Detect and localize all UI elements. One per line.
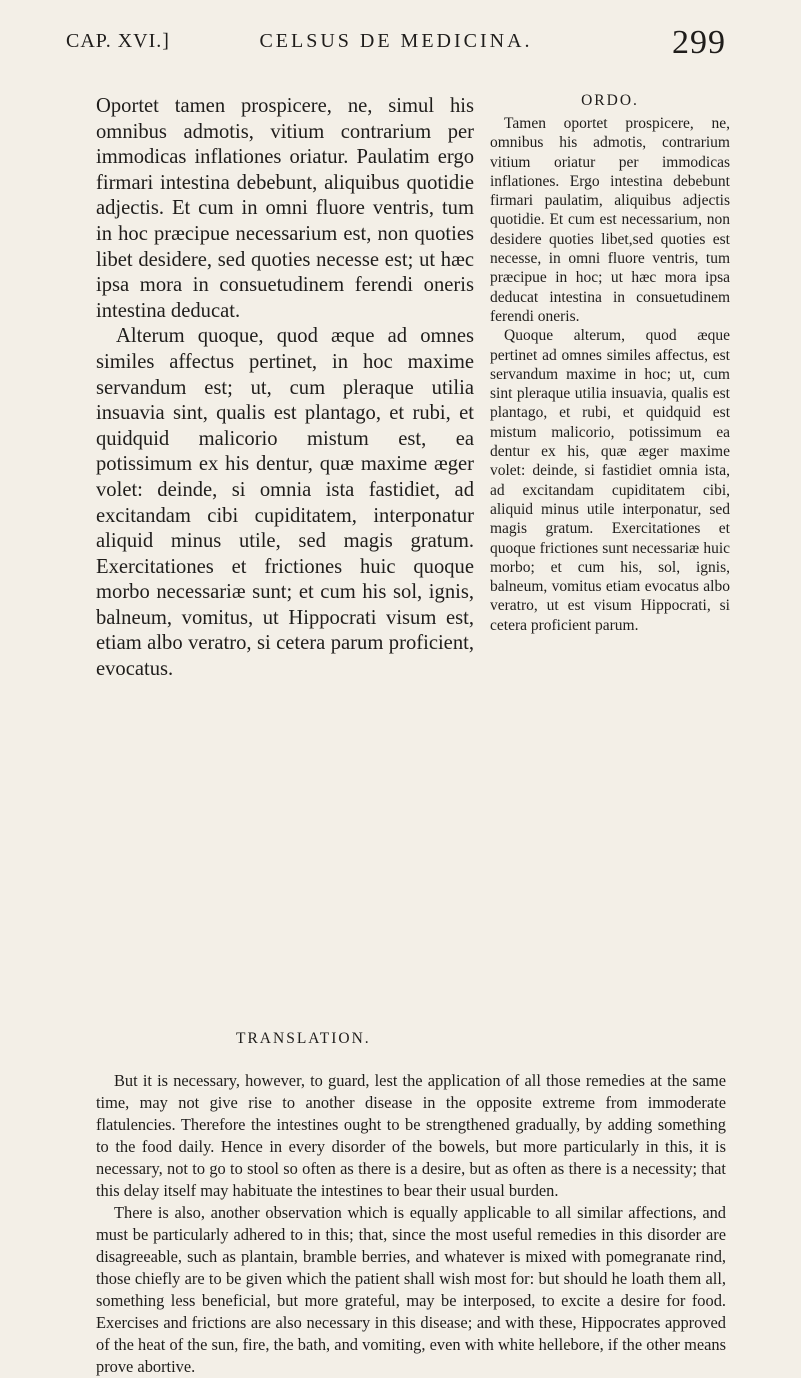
running-header <box>66 26 726 66</box>
latin-paragraph: Alterum quoque, quod æque ad omnes similes affectus pertinet, in hoc maxime servandum est; ut, cum pleraque utilia insuavia sint, qualis est plantago, et rubi, et quidquid malicorio mistum est, ea potissimum ex his dentur, quæ maxime æger volet: deinde, si omnia ista fastidiet, ad excitandam cibi cupiditatem, interponatur aliquid minus utile, sed magis gratum. Exercitationes et frictiones huic quoque morbo necessariæ sunt; et cum his sol, ignis, balneum, vomitus, ut Hippocrati visum est, etiam albo veratro, si cetera parum proficient, evocatus. <box>96 325 474 681</box>
translation-paragraph: There is also, another observation which is equally applicable to all similar affections, and must be particularly adhered to in this; that, since the most useful remedies in this disorder are disagreeable, such as plantain, bramble berries, and whatever is mixed with pomegranate rind, those chiefly are to be given which the patient shall wish most for: but should he loath them all, something less beneficial, but more grateful, may be interposed, to excite a desire for food. Exercises and frictions are also necessary in this disease; and with these, Hippocrates approved of the heat of the sun, fire, the bath, and vomiting, even with white hellebore, if the other means prove abortive. <box>96 1203 726 1376</box>
ordo-paragraph: Quoque alterum, quod æque pertinet ad omnes similes affectus, est servandum maxime in hoc; ut, cum sint pleraque utilia insuavia, qualis est plantago, et rubi, et quidquid est mistum malicorio, potissimum ea dentur ex his, quæ æger maxime volet: deinde, si fastidiet omnia ista, ad excitandam cupiditatem cibi, aliquid minus utile interponatur, sed magis gratum. Exercitationes et quoque frictiones sunt necessariæ huic morbo; et cum his, sol, ignis, balneum, vomitus etiam evocatus albo veratro, ut est visum Hippocrati, si cetera proficient parum. <box>490 327 730 634</box>
latin-text-column <box>96 94 474 683</box>
translation-heading: TRANSLATION. <box>236 1030 371 1047</box>
latin-paragraph: Oportet tamen prospicere, ne, simul his omnibus admotis, vitium contrarium per immodicas inflationes oriatur. Paulatim ergo firmari intestina debebunt, aliquibus quotidie adjectis. Et cum in omni fluore ventris, tum in hoc præcipue necessarium est, non quoties libet desidere, sed quoties necesse est; ut hæc ipsa mora in consuetudinem ferendi oneris intestina deducat. <box>96 95 474 322</box>
ordo-column <box>490 92 730 635</box>
translation-section <box>96 1030 726 1378</box>
book-title: CELSUS DE MEDICINA. <box>259 30 533 52</box>
chapter-label: CAP. XVI.] <box>66 30 170 52</box>
ordo-paragraph: Tamen oportet prospicere, ne, omnibus his admotis, contrarium vitium oriatur per immodicas inflationes. Ergo intestina debebunt firmari paulatim, aliquibus adjectis quotidie. Et cum est necessarium, non desidere quoties libet,sed quoties est necesse, in omni fluore ventris, tum præcipue in hoc; ut hæc mora ipsa deducat intestina in consuetudinem ferendi oneris. <box>490 115 730 325</box>
ordo-heading: ORDO. <box>581 92 639 109</box>
translation-paragraph: But it is necessary, however, to guard, lest the application of all those remedies at the same time, may not give rise to another disease in the opposite extreme from immoderate flatulencies. Therefore the intestines ought to be strengthened gradually, by adding something to the food daily. Hence in every disorder of the bowels, but more particularly in this, it is necessary, not to go to stool so often as there is a desire, but as often as there is a necessity; that this delay itself may habituate the intestines to bear their usual burden. <box>96 1071 726 1200</box>
page-number: 299 <box>672 24 726 61</box>
